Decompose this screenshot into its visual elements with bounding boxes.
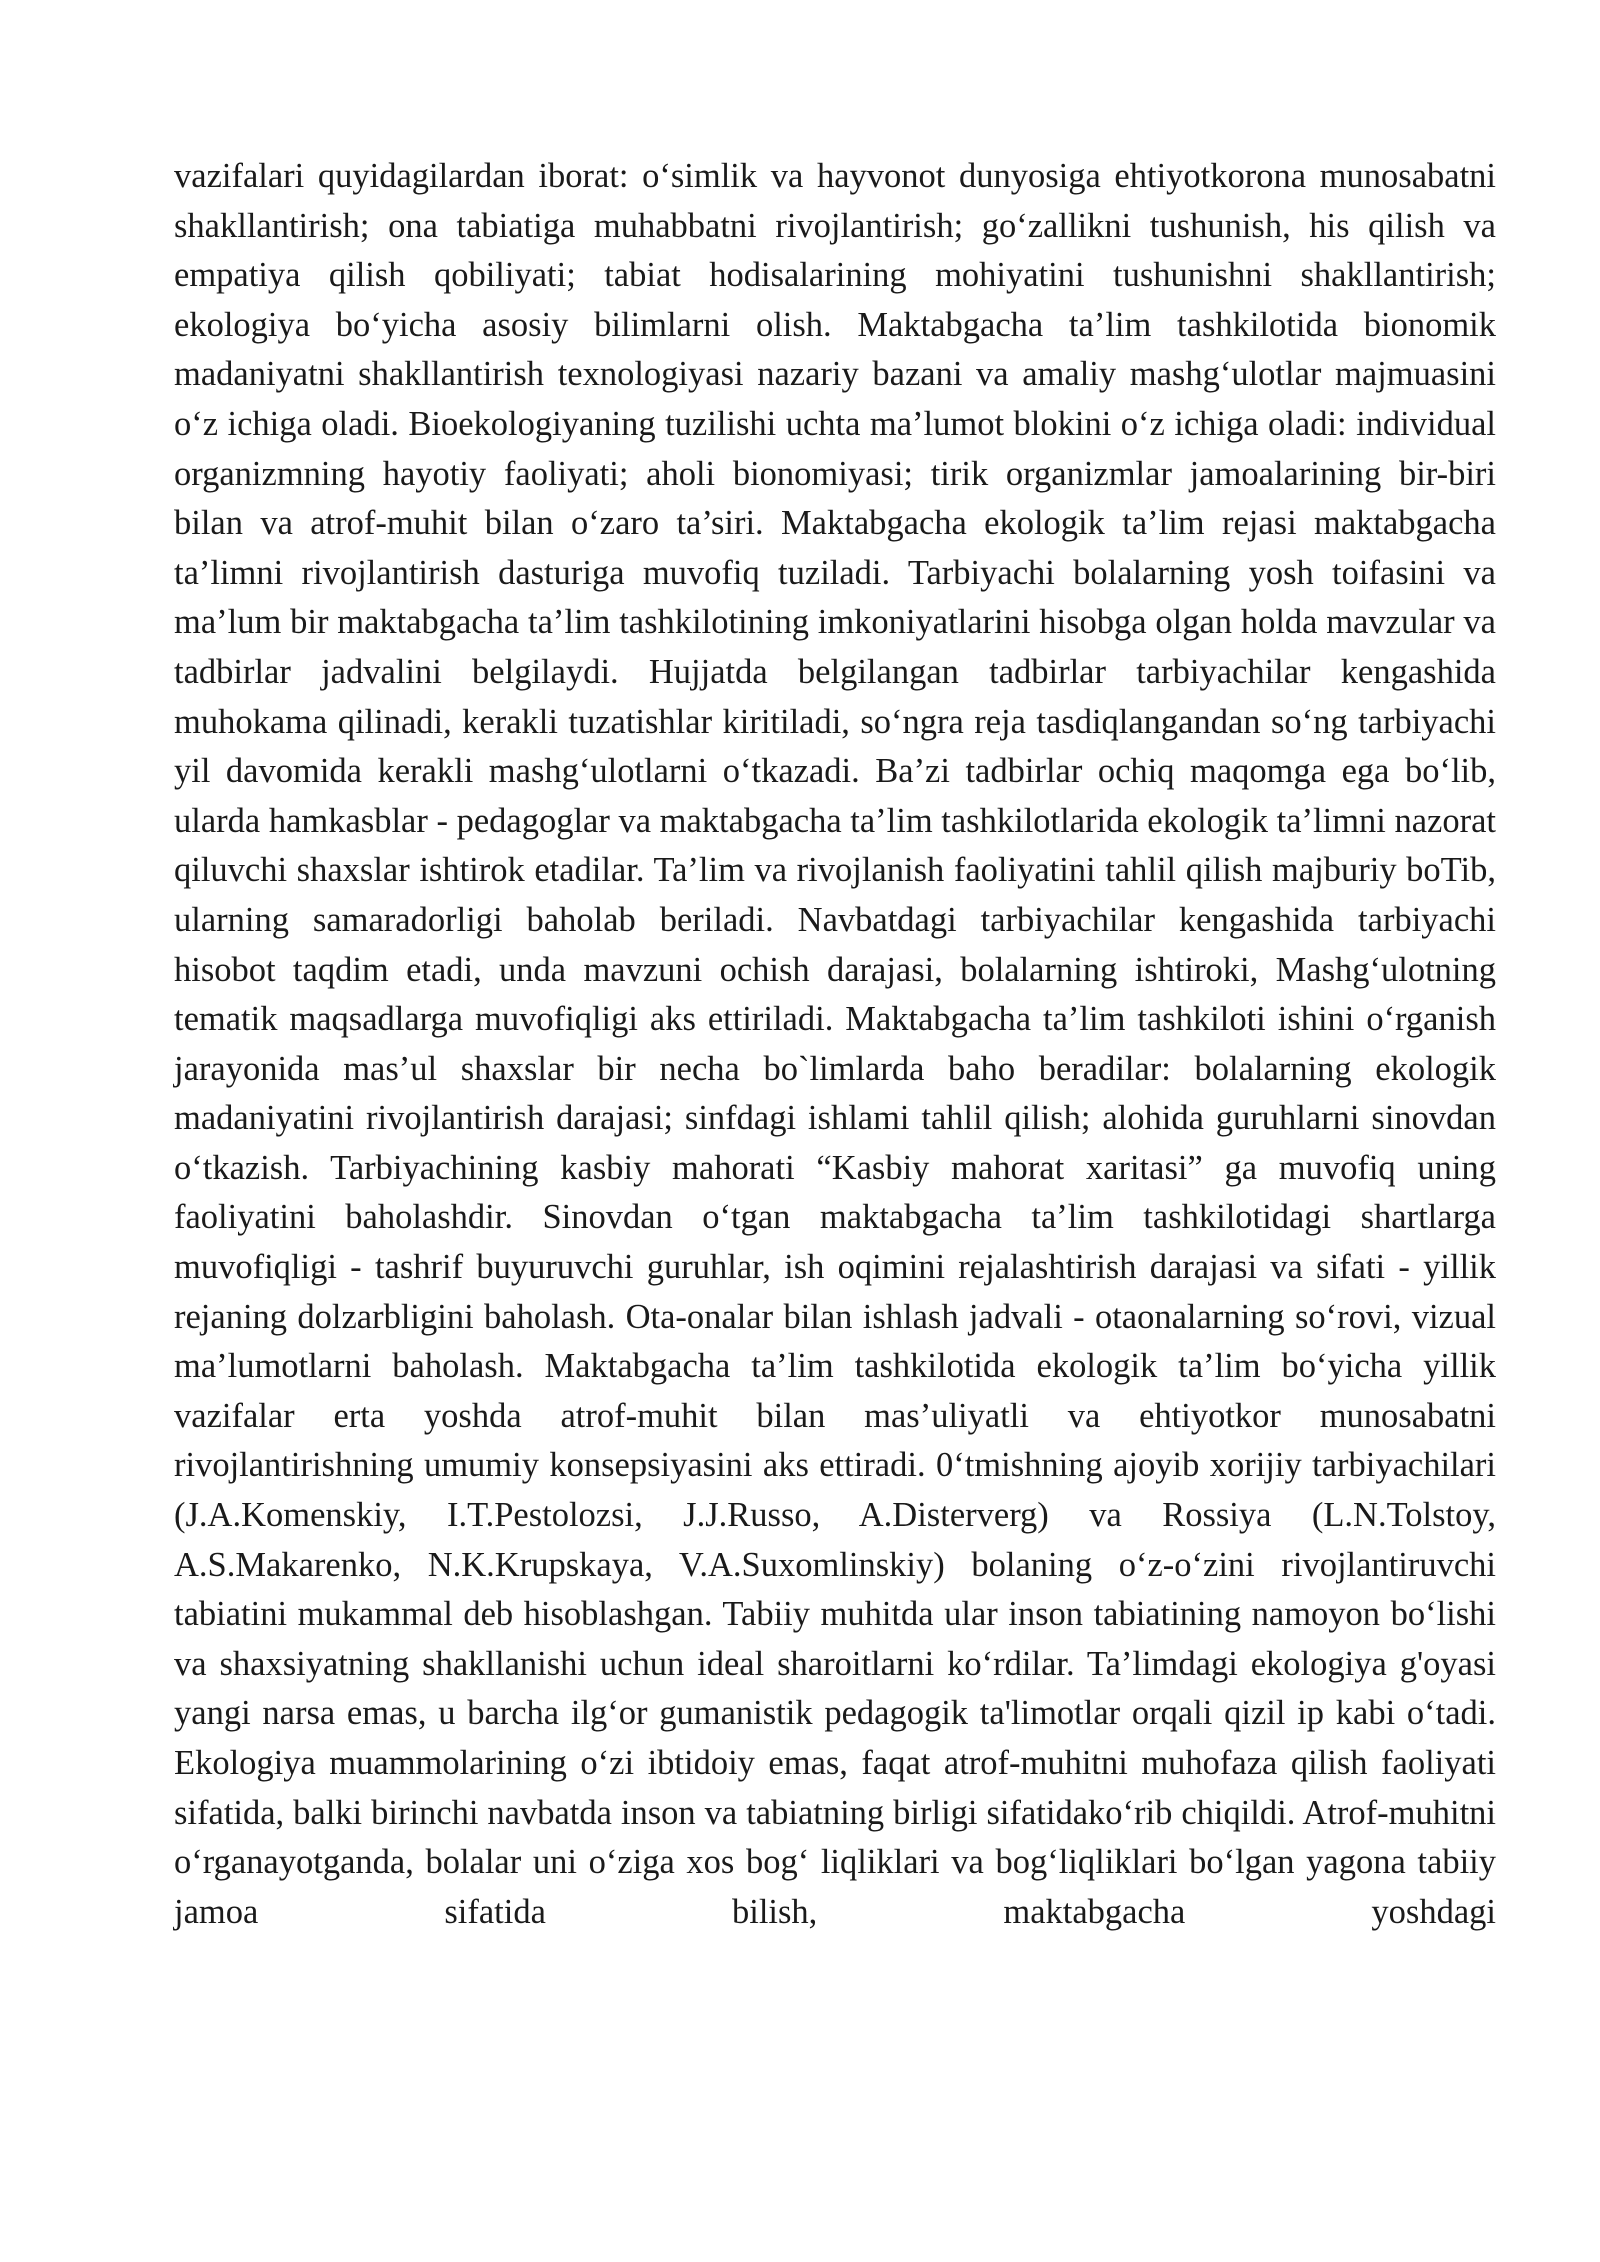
body-paragraph: vazifalari quyidagilardan iborat: o‘simlik va hayvonot dunyosiga ehtiyotkorona munosabatni shakllantirish; ona tabiatiga muhabbatni rivojlantirish; go‘zallikni tushunish, his qilish va empatiya qilish qobiliyati; tabiat hodisalarining mohiyatini tushunishni shakllantirish; ekologiya bo‘yicha asosiy bilimlarni olish. Maktabgacha ta’lim tashkilotida bionomik madaniyatni shakllantirish texnologiyasi nazariy bazani va amaliy mashg‘ulotlar majmuasini o‘z ichiga oladi. Bioekologiyaning tuzilishi uchta ma’lumot blokini o‘z ichiga oladi: individual organizmning hayotiy faoliyati; aholi bionomiyasi; tirik organizmlar jamoalarining bir-biri bilan va atrof-muhit bilan o‘zaro ta’siri. Maktabgacha ekologik ta’lim rejasi maktabgacha ta’limni rivojlantirish dasturiga muvofiq tuziladi. Tarbiyachi bolalarning yosh toifasini va ma’lum bir maktabgacha ta’lim tashkilotining imkoniyatlarini hisobga olgan holda mavzular va tadbirlar jadvalini belgilaydi. Hujjatda belgilangan tadbirlar tarbiyachilar kengashida muhokama qilinadi, kerakli tuzatishlar kiritiladi, so‘ngra reja tasdiqlangandan so‘ng tarbiyachi yil davomida kerakli mashg‘ulotlarni o‘tkazadi. Ba’zi tadbirlar ochiq maqomga ega bo‘lib, ularda hamkasblar - pedagoglar va maktabgacha ta’lim tashkilotlarida ekologik ta’limni nazorat qiluvchi shaxslar ishtirok etadilar. Ta’lim va rivojlanish faoliyatini tahlil qilish majburiy boTib, ularning samaradorligi baholab beriladi. Navbatdagi tarbiyachilar kengashida tarbiyachi hisobot taqdim etadi, unda mavzuni ochish darajasi, bolalarning ishtiroki, Mashg‘ulotning tematik maqsadlarga muvofiqligi aks ettiriladi. Maktabgacha ta’lim tashkiloti ishini o‘rganish jarayonida mas’ul shaxslar bir necha bo`limlarda baho beradilar: bolalarning ekologik madaniyatini rivojlantirish darajasi; sinfdagi ishlami tahlil qilish; alohida guruhlarni sinovdan o‘tkazish. Tarbiyachining kasbiy mahorati “Kasbiy mahorat xaritasi” ga muvofiq uning faoliyatini baholashdir. Sinovdan o‘tgan maktabgacha ta’lim tashkilotidagi shartlarga muvofiqligi - tashrif buyuruvchi guruhlar, ish oqimini rejalashtirish darajasi va sifati - yillik rejaning dolzarbligini baholash. Ota-onalar bilan ishlash jadvali - otaonalarning so‘rovi, vizual ma’lumotlarni baholash. Maktabgacha ta’lim tashkilotida ekologik ta’lim bo‘yicha yillik vazifalar erta yoshda atrof-muhit bilan mas’uliyatli va ehtiyotkor munosabatni rivojlantirishning umumiy konsepsiyasini aks ettiradi. 0‘tmishning ajoyib xorijiy tarbiyachilari (J.A.Komenskiy, I.T.Pestolozsi, J.J.Russo, A.Disterverg) va Rossiya (L.N.Tolstoy, A.S.Makarenko, N.K.Krupskaya, V.A.Suxomlinskiy) bolaning o‘z-o‘zini rivojlantiruvchi tabiatini mukammal deb hisoblashgan. Tabiiy muhitda ular inson tabiatining namoyon bo‘lishi va shaxsiyatning shakllanishi uchun ideal sharoitlarni ko‘rdilar. Ta’limdagi ekologiya g'oyasi yangi narsa emas, u barcha ilg‘or gumanistik pedagogik ta'limotlar orqali qizil ip kabi o‘tadi. Ekologiya muammolarining o‘zi ibtidoiy emas, faqat atrof-muhitni muhofaza qilish faoliyati sifatida, balki birinchi navbatda inson va tabiatning birligi sifatidako‘rib chiqildi. Atrof-muhitni o‘rganayotganda, bolalar uni o‘ziga xos bog‘ liqliklari va bog‘liqliklari bo‘lgan yagona tabiiy jamoa sifatida bilish, maktabgacha yoshdagi: [174, 157, 1497, 1931]
